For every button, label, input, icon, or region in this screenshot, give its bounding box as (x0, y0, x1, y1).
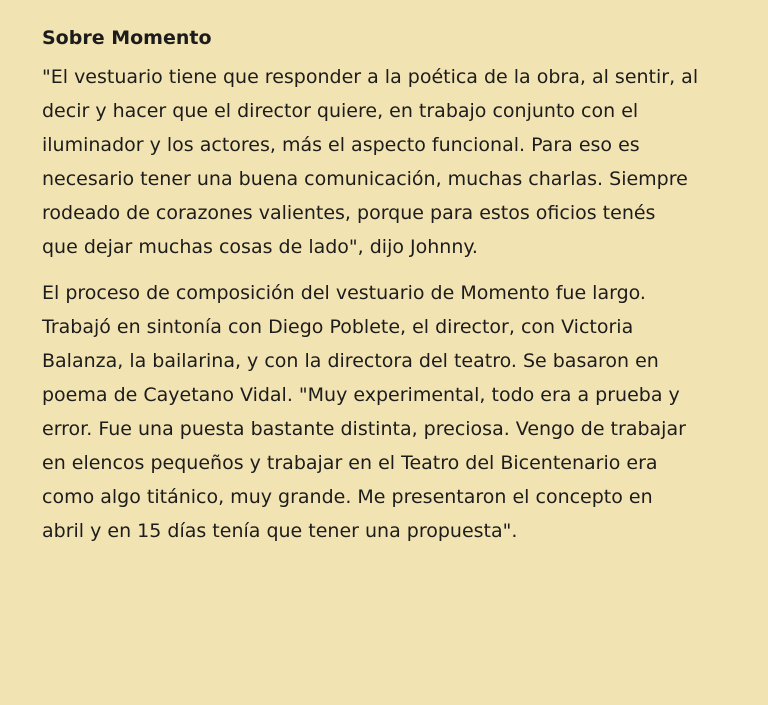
paragraph-line: rodeado de corazones valientes, porque para estos oficios tenés (42, 202, 656, 224)
paragraph-line: que dejar muchas cosas de lado", dijo Johnny. (42, 236, 478, 258)
paragraph-line: error. Fue una puesta bastante distinta, preciosa. Vengo de trabajar (42, 418, 686, 440)
section-title: Sobre Momento (42, 27, 212, 49)
paragraph-line: iluminador y los actores, más el aspecto funcional. Para eso es (42, 134, 640, 156)
paragraph-line: necesario tener una buena comunicación, muchas charlas. Siempre (42, 168, 688, 190)
paragraph-line: como algo titánico, muy grande. Me presentaron el concepto en (42, 486, 653, 508)
paragraph-line: Balanza, la bailarina, y con la directora del teatro. Se basaron en (42, 350, 659, 372)
paragraph-line: decir y hacer que el director quiere, en trabajo conjunto con el (42, 100, 639, 122)
paragraph-line: Trabajó en sintonía con Diego Poblete, el director, con Victoria (42, 316, 634, 338)
paragraph-line: "El vestuario tiene que responder a la poética de la obra, al sentir, al (42, 66, 699, 88)
paragraph-line: El proceso de composición del vestuario de Momento fue largo. (42, 282, 646, 304)
process-paragraph (42, 276, 732, 548)
paragraph-line: en elencos pequeños y trabajar en el Teatro del Bicentenario era (42, 452, 658, 474)
paragraph-line: abril y en 15 días tenía que tener una propuesta". (42, 520, 518, 542)
quote-paragraph (42, 60, 732, 264)
paragraph-line: poema de Cayetano Vidal. "Muy experimental, todo era a prueba y (42, 384, 680, 406)
